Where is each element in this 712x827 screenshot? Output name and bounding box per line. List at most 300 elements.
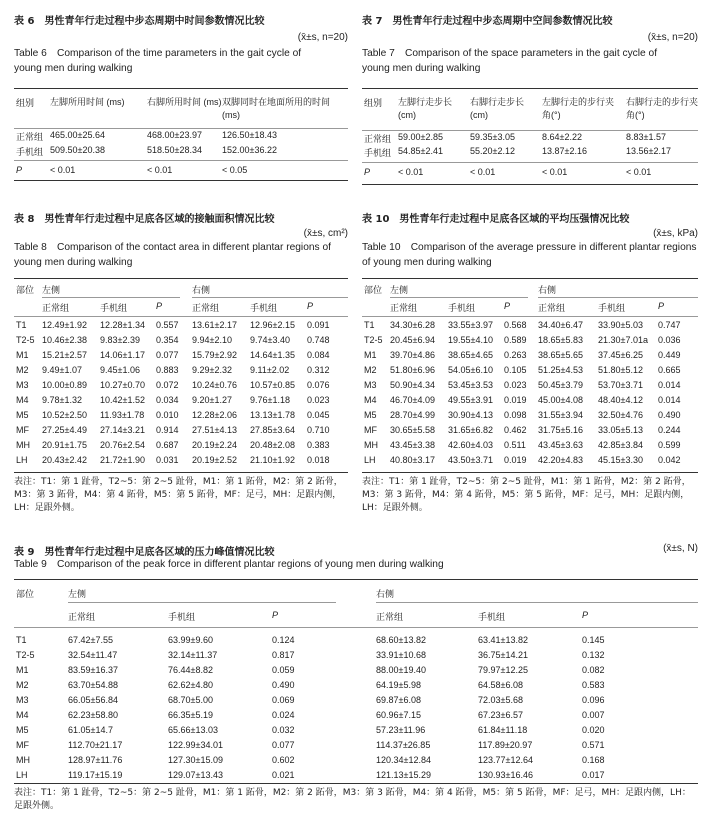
table-row-label: M2 [16,680,29,690]
table-cell: 76.44±8.82 [168,665,213,675]
table-cell: 20.19±2.52 [192,455,237,465]
table-cell: 63.70±54.88 [68,680,118,690]
table-6-bottom-rule [14,180,348,181]
table-cell: 12.28±1.34 [100,320,145,330]
table-row-label: M4 [364,395,377,405]
table-row-label: M2 [364,365,377,375]
table-6-r1-c2: 468.00±23.97 [147,130,202,140]
table-cell: 83.59±16.37 [68,665,118,675]
table-cell: 0.017 [582,770,605,780]
table-cell: 9.20±1.27 [192,395,232,405]
table-cell: 0.091 [307,320,330,330]
table-cell: 0.023 [307,395,330,405]
table-cell: 42.85±3.84 [598,440,643,450]
table-cell: 0.145 [582,635,605,645]
table-cell: 43.45±3.38 [390,440,435,450]
table-cell: 30.90±4.13 [448,410,493,420]
table-row-label: T1 [16,320,27,330]
table-cell: 38.65±4.65 [448,350,493,360]
table-6-title-cn: 表 6 男性青年行走过程中步态周期中时间参数情况比较 [14,16,265,27]
table-8-sub-3: 正常组 [192,303,220,313]
table-cell: 0.021 [272,770,295,780]
table-cell: 51.25±4.53 [538,365,583,375]
table-8-bottom-rule [14,472,348,473]
table-cell: 0.883 [156,365,179,375]
table-6-r2-c0: 手机组 [16,147,44,157]
table-7-r2-c0: 手机组 [364,148,392,158]
table-cell: 0.602 [272,755,295,765]
table-cell: 12.28±2.06 [192,410,237,420]
table-cell: 43.45±3.63 [538,440,583,450]
table-cell: 39.70±4.86 [390,350,435,360]
table-7-r3-c1: < 0.01 [398,167,424,177]
table-cell: 0.490 [272,680,295,690]
table-cell: 28.70±4.99 [390,410,435,420]
table-10-group-right: 右侧 [538,285,557,295]
table-cell: 19.55±4.10 [448,335,493,345]
table-cell: 9.76±1.18 [250,395,290,405]
table-cell: 12.96±2.15 [250,320,295,330]
table-8-group-right: 右侧 [192,285,211,295]
table-cell: 0.490 [658,410,681,420]
table-6-r1-c3: 126.50±18.43 [222,130,277,140]
table-8-col-part: 部位 [16,285,35,295]
table-9-title-cn: 表 9 男性青年行走过程中足底各区域的压力峰值情况比较 [14,547,275,558]
table-cell: 64.19±5.98 [376,680,421,690]
table-6-unit: (x̄±s, n=20) [297,32,348,43]
table-cell: 0.914 [156,425,179,435]
table-7-r2-c3: 13.87±2.16 [542,146,587,156]
table-cell: 127.30±15.09 [168,755,223,765]
table-cell: 0.710 [307,425,330,435]
table-cell: 51.80±5.12 [598,365,643,375]
table-cell: 0.244 [658,425,681,435]
table-cell: 0.511 [504,440,526,450]
table-cell: 20.45±6.94 [390,335,435,345]
table-8-title-en: Table 8 Comparison of the contact area in different plantar regions of young men during walking [14,242,331,268]
table-6-header-right: 右脚所用时间 (ms) [147,97,222,107]
table-cell: 61.05±14.7 [68,725,113,735]
table-cell: 0.031 [156,455,179,465]
table-cell: 0.007 [582,710,605,720]
table-7-r1-c2: 59.35±3.05 [470,132,515,142]
table-7-header-group: 组别 [364,98,383,108]
table-cell: 57.23±11.96 [376,725,426,735]
table-cell: 10.52±2.50 [42,410,87,420]
table-6-header-group: 组别 [16,98,35,108]
table-cell: 33.05±5.13 [598,425,643,435]
table-row-label: T1 [16,635,27,645]
table-row-label: M5 [364,410,377,420]
table-cell: 88.00±19.40 [376,665,426,675]
table-row-label: M3 [364,380,377,390]
table-10 [362,210,698,532]
table-cell: 0.032 [272,725,295,735]
table-cell: 0.665 [658,365,681,375]
table-cell: 66.35±5.19 [168,710,213,720]
table-cell: 79.97±12.25 [478,665,528,675]
table-8-title-cn: 表 8 男性青年行走过程中足底各区域的接触面积情况比较 [14,214,275,225]
table-cell: 0.023 [504,380,527,390]
table-cell: 27.85±3.64 [250,425,295,435]
table-cell: 36.75±14.21 [478,650,528,660]
table-cell: 51.80±6.96 [390,365,435,375]
table-cell: 45.15±3.30 [598,455,643,465]
table-9-sub-5: P [582,610,589,620]
table-cell: 34.40±6.47 [538,320,583,330]
table-cell: 0.557 [156,320,179,330]
table-cell: 60.96±7.15 [376,710,421,720]
table-10-sub-2: P [504,301,511,311]
table-9-title-en: Table 9 Comparison of the peak force in different plantar regions of young men during walking [14,559,444,570]
table-cell: 0.024 [272,710,295,720]
table-row-label: M3 [16,380,29,390]
table-7-r1-c1: 59.00±2.85 [398,132,443,142]
table-6-p-rule [14,160,348,161]
table-cell: 63.41±13.82 [478,635,528,645]
table-row-label: M2 [16,365,29,375]
table-cell: 0.098 [504,410,527,420]
table-row-label: M3 [16,695,29,705]
table-row-label: M5 [16,725,29,735]
table-cell: 54.05±6.10 [448,365,493,375]
table-row-label: M4 [16,395,29,405]
table-7-unit: (x̄±s, n=20) [647,32,698,43]
table-cell: 53.70±3.71 [598,380,643,390]
table-cell: 13.13±1.78 [250,410,295,420]
table-cell: 15.79±2.92 [192,350,237,360]
table-7-r2-c4: 13.56±2.17 [626,146,671,156]
table-7-header-h2: 右脚行走步长 (cm) [470,97,525,120]
table-10-title-en: Table 10 Comparison of the average pressure in different plantar regions of young men during walking [362,242,697,268]
table-7-top-rule [362,88,698,89]
table-cell: 42.60±4.03 [448,440,493,450]
table-10-title-cn: 表 10 男性青年行走过程中足底各区域的平均压强情况比较 [362,214,630,225]
table-cell: 9.29±2.32 [192,365,232,375]
table-cell: 20.76±2.54 [100,440,145,450]
table-cell: 33.90±5.03 [598,320,643,330]
table-6-header-left: 左脚所用时间 (ms) [50,97,125,107]
table-cell: 65.66±13.03 [168,725,218,735]
table-8-sub-1: 手机组 [100,303,128,313]
table-cell: 21.72±1.90 [100,455,145,465]
table-cell: 0.589 [504,335,527,345]
table-cell: 0.018 [307,455,330,465]
table-cell: 49.55±3.91 [448,395,493,405]
table-row-label: MH [364,440,378,450]
table-cell: 112.70±21.17 [68,740,123,750]
table-cell: 31.65±6.82 [448,425,493,435]
table-row-label: MH [16,755,30,765]
table-9-sub-4: 手机组 [478,612,506,622]
table-6-r1-c1: 465.00±25.64 [50,130,105,140]
table-10-bottom-rule [362,472,698,473]
table-cell: 122.99±34.01 [168,740,223,750]
table-cell: 45.00±4.08 [538,395,583,405]
table-8-sub-2: P [156,301,163,311]
table-cell: 0.019 [504,395,527,405]
table-cell: 13.61±2.17 [192,320,237,330]
table-cell: 9.11±2.02 [250,365,290,375]
table-cell: 0.014 [658,395,681,405]
table-cell: 38.65±5.65 [538,350,583,360]
table-cell: 10.46±2.38 [42,335,87,345]
table-cell: 0.817 [272,650,295,660]
table-row-label: MF [364,425,377,435]
table-cell: 129.07±13.43 [168,770,223,780]
table-row-label: M1 [364,350,377,360]
table-cell: 32.50±4.76 [598,410,643,420]
table-cell: 33.91±10.68 [376,650,426,660]
table-7-r1-c3: 8.64±2.22 [542,132,582,142]
table-cell: 46.70±4.09 [390,395,435,405]
table-cell: 128.97±11.76 [68,755,123,765]
table-8-sub-0: 正常组 [42,303,70,313]
table-9-sub-1: 手机组 [168,612,196,622]
table-10-body [362,210,698,480]
table-cell: 32.14±11.37 [168,650,218,660]
table-6-r3-c1: < 0.01 [50,165,76,175]
table-cell: 0.014 [658,380,681,390]
table-row-label: T2-5 [16,335,35,345]
table-row-label: LH [364,455,376,465]
table-row-label: M4 [16,710,29,720]
table-cell: 114.37±26.85 [376,740,431,750]
table-cell: 69.87±6.08 [376,695,421,705]
table-9-note: 表注：T1：第 1 趾骨，T2~5：第 2~5 趾骨，M1：第 1 跖骨，M2：第 2 跖骨，M3：第 3 跖骨，M4：第 4 跖骨，M5：第 5 跖骨，MF：足弓，MH：足跟内侧，LH：足跟外侧。 [14,788,691,811]
table-cell: 0.599 [658,440,681,450]
table-cell: 32.54±11.47 [68,650,118,660]
table-cell: 20.48±2.08 [250,440,295,450]
table-6-r3-c0: P [16,165,23,175]
table-cell: 14.64±1.35 [250,350,295,360]
table-cell: 121.13±15.29 [376,770,431,780]
table-cell: 68.60±13.82 [376,635,426,645]
table-9-bottom-rule [14,783,698,784]
table-6 [14,12,348,182]
table-9-sub-2: P [272,610,279,620]
table-8-unit: (x̄±s, cm²) [303,228,348,239]
table-cell: 123.77±12.64 [478,755,533,765]
table-8-body [14,210,348,480]
table-7-header-h4: 右脚行走的步行夹角(°) [626,97,699,120]
table-cell: 120.34±12.84 [376,755,431,765]
table-cell: 0.132 [582,650,605,660]
table-cell: 48.40±4.12 [598,395,643,405]
table-cell: 21.30±7.01a [598,335,648,345]
table-7-r3-c0: P [364,167,371,177]
table-6-header-both: 双脚同时在地面所用的时间 (ms) [222,97,331,120]
table-10-group-left: 左侧 [390,285,409,295]
table-cell: 20.19±2.24 [192,440,237,450]
table-cell: 31.75±5.16 [538,425,583,435]
table-cell: 30.65±5.58 [390,425,435,435]
table-cell: 53.45±3.53 [448,380,493,390]
table-10-sub-1: 手机组 [448,303,476,313]
table-cell: 0.034 [156,395,179,405]
table-cell: 67.23±6.57 [478,710,523,720]
table-cell: 62.23±58.80 [68,710,118,720]
table-cell: 0.096 [582,695,605,705]
table-cell: 9.78±1.32 [42,395,82,405]
table-10-unit: (x̄±s, kPa) [653,228,698,239]
table-6-r2-c3: 152.00±36.22 [222,145,277,155]
table-7-r1-c0: 正常组 [364,134,392,144]
table-6-top-rule [14,88,348,89]
table-6-r2-c2: 518.50±28.34 [147,145,202,155]
table-cell: 0.019 [504,455,527,465]
table-cell: 27.25±4.49 [42,425,87,435]
table-cell: 27.51±4.13 [192,425,237,435]
table-cell: 0.747 [658,320,681,330]
table-cell: 9.45±1.06 [100,365,140,375]
table-cell: 0.077 [156,350,179,360]
table-7-header-h3: 左脚行走的步行夹角(°) [542,97,615,120]
table-9-body [14,543,698,793]
table-cell: 0.263 [504,350,527,360]
table-7-title-cn: 表 7 男性青年行走过程中步态周期中空间参数情况比较 [362,16,613,27]
table-6-r3-c2: < 0.01 [147,165,173,175]
table-row-label: MF [16,740,29,750]
table-row-label: M5 [16,410,29,420]
table-cell: 0.748 [307,335,330,345]
table-cell: 43.50±3.71 [448,455,493,465]
table-cell: 66.05±56.84 [68,695,118,705]
table-cell: 10.27±0.70 [100,380,145,390]
table-cell: 42.20±4.83 [538,455,583,465]
table-cell: 21.10±1.92 [250,455,295,465]
table-9-group-left: 左侧 [68,589,87,599]
table-row-label: M1 [16,350,29,360]
table-cell: 9.83±2.39 [100,335,140,345]
table-cell: 117.89±20.97 [478,740,533,750]
table-7-header-h1: 左脚行走步长 (cm) [398,97,453,120]
table-cell: 130.93±16.46 [478,770,533,780]
table-cell: 0.312 [307,365,330,375]
table-cell: 12.49±1.92 [42,320,87,330]
table-cell: 15.21±2.57 [42,350,87,360]
table-cell: 27.14±3.21 [100,425,145,435]
table-7-r2-c1: 54.85±2.41 [398,146,443,156]
table-10-sub-3: 正常组 [538,303,566,313]
table-cell: 31.55±3.94 [538,410,583,420]
table-10-sub-4: 手机组 [598,303,626,313]
table-cell: 119.17±15.19 [68,770,123,780]
table-cell: 68.70±5.00 [168,695,213,705]
table-cell: 18.65±5.83 [538,335,583,345]
table-cell: 50.90±4.34 [390,380,435,390]
table-7 [362,12,698,186]
table-cell: 0.036 [658,335,681,345]
table-row-label: T1 [364,320,375,330]
table-cell: 33.55±3.97 [448,320,493,330]
table-cell: 0.010 [156,410,179,420]
table-7-mid-rule [362,130,698,131]
table-9 [14,543,698,819]
table-cell: 64.58±6.08 [478,680,523,690]
table-7-r3-c4: < 0.01 [626,167,652,177]
table-cell: 0.042 [658,455,681,465]
table-cell: 0.020 [582,725,605,735]
table-cell: 0.084 [307,350,330,360]
table-cell: 0.124 [272,635,295,645]
table-7-bottom-rule [362,184,698,185]
table-cell: 72.03±5.68 [478,695,523,705]
table-8-group-left: 左侧 [42,285,61,295]
table-cell: 63.99±9.60 [168,635,213,645]
table-7-r3-c2: < 0.01 [470,167,496,177]
table-10-note: 表注：T1：第 1 趾骨，T2~5：第 2~5 趾骨，M1：第 1 跖骨，M2：第 2 跖骨，M3：第 3 跖骨，M4：第 4 跖骨，M5：第 5 跖骨，MF：足弓，MH：足跟内侧，LH：足跟外侧。 [362,477,691,513]
table-8-sub-5: P [307,301,314,311]
table-cell: 0.383 [307,440,330,450]
table-6-r2-c1: 509.50±20.38 [50,145,105,155]
table-cell: 0.069 [272,695,295,705]
table-6-r3-c3: < 0.05 [222,165,248,175]
table-cell: 0.076 [307,380,330,390]
table-cell: 9.94±2.10 [192,335,232,345]
table-8 [14,210,348,532]
table-cell: 0.077 [272,740,295,750]
table-cell: 10.24±0.76 [192,380,237,390]
table-cell: 10.57±0.85 [250,380,295,390]
table-row-label: MF [16,425,29,435]
table-cell: 10.00±0.89 [42,380,87,390]
table-cell: 20.43±2.42 [42,455,87,465]
table-cell: 10.42±1.52 [100,395,145,405]
table-row-label: MH [16,440,30,450]
table-6-title-en: Table 6 Comparison of the time parameters in the gait cycle of young men during walking [14,48,302,74]
table-cell: 14.06±1.17 [100,350,145,360]
table-row-label: T2-5 [364,335,383,345]
table-cell: 61.84±11.18 [478,725,528,735]
table-row-label: LH [16,770,28,780]
table-cell: 0.059 [272,665,295,675]
table-cell: 50.45±3.79 [538,380,583,390]
table-6-r1-c0: 正常组 [16,132,44,142]
table-8-sub-4: 手机组 [250,303,278,313]
table-row-label: M1 [16,665,29,675]
table-cell: 9.74±3.40 [250,335,290,345]
table-8-note: 表注：T1：第 1 趾骨，T2~5：第 2~5 趾骨，M1：第 1 跖骨，M2：第 2 跖骨，M3：第 3 跖骨，M4：第 4 跖骨，M5：第 5 跖骨，MF：足弓，MH：足跟内侧，LH：足跟外侧。 [14,477,343,513]
table-9-unit: (x̄±s, N) [663,543,698,554]
table-9-col-part: 部位 [16,589,35,599]
table-cell: 67.42±7.55 [68,635,113,645]
table-cell: 40.80±3.17 [390,455,435,465]
table-cell: 0.462 [504,425,527,435]
table-cell: 20.91±1.75 [42,440,87,450]
table-10-col-part: 部位 [364,285,383,295]
table-cell: 0.072 [156,380,179,390]
table-cell: 0.168 [582,755,605,765]
table-9-sub-3: 正常组 [376,612,404,622]
table-cell: 9.49±1.07 [42,365,82,375]
table-9-group-right: 右侧 [376,589,395,599]
table-cell: 0.449 [658,350,681,360]
table-cell: 0.082 [582,665,605,675]
table-cell: 37.45±6.25 [598,350,643,360]
table-cell: 0.045 [307,410,330,420]
table-9-sub-0: 正常组 [68,612,96,622]
table-7-r2-c2: 55.20±2.12 [470,146,515,156]
table-cell: 62.62±4.80 [168,680,213,690]
table-cell: 34.30±6.28 [390,320,435,330]
table-cell: 0.105 [504,365,527,375]
table-7-r3-c3: < 0.01 [542,167,568,177]
table-cell: 0.568 [504,320,527,330]
table-cell: 11.93±1.78 [100,410,145,420]
table-cell: 0.687 [156,440,179,450]
table-7-r1-c4: 8.83±1.57 [626,132,666,142]
